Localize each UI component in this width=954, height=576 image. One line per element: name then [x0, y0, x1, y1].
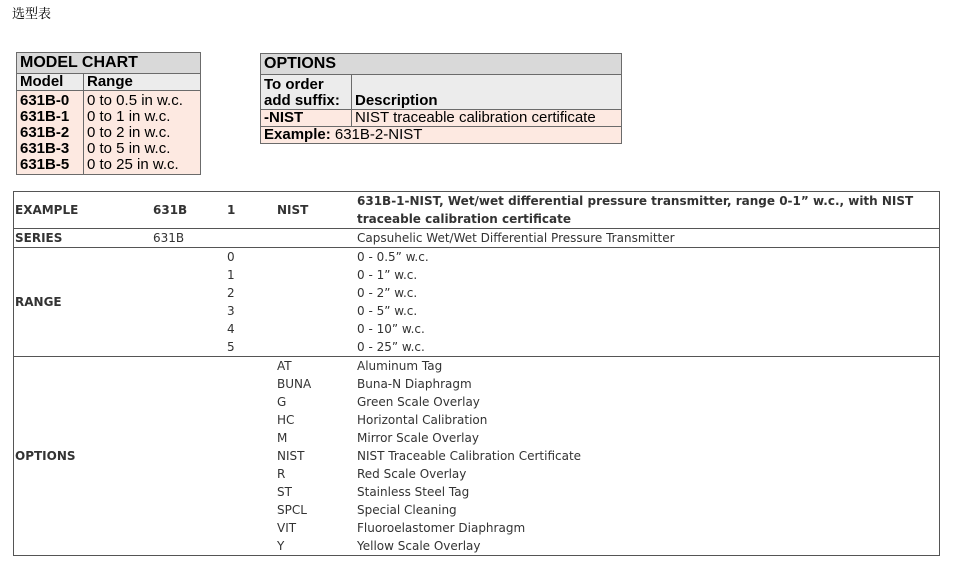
- option-row: [14, 519, 939, 537]
- option-code: VIT: [277, 521, 297, 535]
- model-range: 0 to 5 in w.c.: [87, 140, 171, 157]
- model-column-header: Model: [17, 74, 84, 91]
- option-description: Stainless Steel Tag: [357, 485, 470, 499]
- option-description: Horizontal Calibration: [357, 413, 488, 427]
- option-description: Mirror Scale Overlay: [357, 431, 479, 445]
- range-code: 2: [227, 286, 235, 300]
- model-range: 0 to 0.5 in w.c.: [87, 92, 183, 109]
- model-code: 631B-3: [20, 140, 70, 157]
- option-row: [14, 393, 939, 411]
- range-code: 0: [227, 250, 235, 264]
- ordering-spec-table: [13, 191, 940, 556]
- model-list: [17, 91, 84, 175]
- example-value: 631B-2-NIST: [334, 126, 423, 143]
- option-code: ST: [277, 485, 292, 499]
- range-code: 5: [227, 340, 235, 354]
- range-column-header: Range: [84, 74, 201, 91]
- model-code: 631B-5: [20, 156, 70, 173]
- range-code: 1: [227, 268, 235, 282]
- option-description: NIST Traceable Calibration Certificate: [357, 449, 582, 463]
- option-code: HC: [277, 413, 295, 427]
- range-description: 0 - 0.5” w.c.: [357, 250, 429, 264]
- model-chart: [16, 52, 201, 175]
- example-description: 631B-1-NIST, Wet/wet differential pressure transmitter, range 0-1” w.c., with NIST traceable calibration certificate: [357, 194, 914, 226]
- range-code: 3: [227, 304, 235, 318]
- model-code: 631B-1: [20, 108, 70, 125]
- model-range: 0 to 2 in w.c.: [87, 124, 171, 141]
- page-heading: 选型表: [12, 7, 52, 22]
- option-row: [14, 501, 939, 519]
- range-row: [14, 302, 939, 320]
- range-description: 0 - 1” w.c.: [357, 268, 418, 282]
- option-code: G: [277, 395, 287, 409]
- options-section: [14, 356, 939, 555]
- range-row: [14, 284, 939, 302]
- example-series: 631B: [153, 203, 188, 217]
- option-description: Buna-N Diaphragm: [357, 377, 472, 391]
- example-label: EXAMPLE: [15, 203, 79, 217]
- options-label: OPTIONS: [15, 449, 76, 463]
- description-column-header: Description: [352, 75, 622, 110]
- series-description: Capsuhelic Wet/Wet Differential Pressure Transmitter: [357, 231, 675, 245]
- option-description: Yellow Scale Overlay: [357, 539, 481, 553]
- option-description: NIST traceable calibration certificate: [352, 110, 622, 127]
- model-code: 631B-2: [20, 124, 70, 141]
- option-row: [14, 483, 939, 501]
- option-description: Aluminum Tag: [357, 359, 443, 373]
- suffix-column-header: To order add suffix:: [261, 75, 352, 110]
- range-list: [84, 91, 201, 175]
- option-code: SPCL: [277, 503, 307, 517]
- series-section: [14, 228, 939, 247]
- option-code: M: [277, 431, 288, 445]
- range-row: [14, 338, 939, 356]
- series-label: SERIES: [15, 231, 63, 245]
- model-chart-title: MODEL CHART: [17, 53, 201, 74]
- range-description: 0 - 5” w.c.: [357, 304, 418, 318]
- example-section: [14, 192, 939, 228]
- range-row: [14, 248, 939, 266]
- option-description: Fluoroelastomer Diaphragm: [357, 521, 526, 535]
- option-code: Y: [277, 539, 285, 553]
- options-chart: [260, 53, 622, 144]
- options-example: [261, 127, 622, 144]
- range-description: 0 - 25” w.c.: [357, 340, 425, 354]
- option-row: [14, 465, 939, 483]
- option-code: R: [277, 467, 286, 481]
- model-range: 0 to 1 in w.c.: [87, 108, 171, 125]
- option-row: [14, 375, 939, 393]
- option-code: NIST: [277, 449, 305, 463]
- options-chart-title: OPTIONS: [261, 54, 622, 75]
- option-description: Red Scale Overlay: [357, 467, 467, 481]
- option-suffix: -NIST: [261, 110, 352, 127]
- range-description: 0 - 10” w.c.: [357, 322, 425, 336]
- example-range: 1: [227, 203, 236, 217]
- range-row: [14, 320, 939, 338]
- example-label: Example:: [264, 126, 331, 143]
- option-row: [14, 357, 939, 375]
- example-option: NIST: [277, 203, 309, 217]
- range-description: 0 - 2” w.c.: [357, 286, 418, 300]
- option-code: BUNA: [277, 377, 312, 391]
- option-description: Special Cleaning: [357, 503, 457, 517]
- model-code: 631B-0: [20, 92, 70, 109]
- series-code: 631B: [153, 231, 185, 245]
- option-description: Green Scale Overlay: [357, 395, 480, 409]
- range-label: RANGE: [15, 295, 62, 309]
- range-row: [14, 266, 939, 284]
- range-code: 4: [227, 322, 235, 336]
- option-row: [14, 447, 939, 465]
- option-row: [14, 537, 939, 555]
- model-range: 0 to 25 in w.c.: [87, 156, 179, 173]
- option-code: AT: [277, 359, 292, 373]
- option-row: [14, 411, 939, 429]
- option-row: [14, 429, 939, 447]
- range-section: [14, 247, 939, 356]
